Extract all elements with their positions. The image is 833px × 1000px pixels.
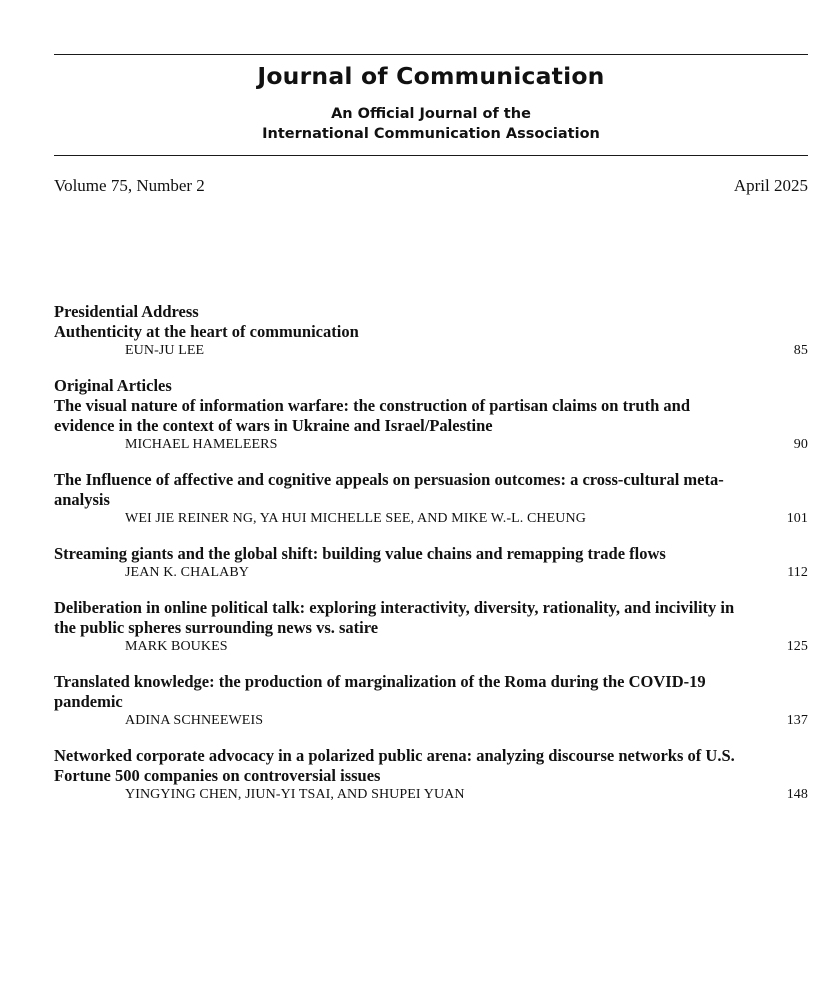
- article-title[interactable]: Networked corporate advocacy in a polarized public arena: analyzing discourse networks of U.S. Fortune 500 companies on controversial issues: [54, 746, 735, 785]
- article-meta: [54, 436, 808, 454]
- journal-title: Journal of Communication: [257, 62, 605, 90]
- section-heading: Presidential Address: [54, 302, 199, 321]
- article-page-number: 90: [793, 437, 808, 452]
- article-page-number: 148: [786, 787, 808, 802]
- article-title[interactable]: The visual nature of information warfare: the construction of partisan claims on truth and evidence in the context of wars in Ukraine and Israel/Palestine: [54, 396, 691, 435]
- article-page-number: 137: [786, 713, 808, 728]
- article-title[interactable]: Deliberation in online political talk: exploring interactivity, diversity, rationality, and incivility in the public spheres surrounding news vs. satire: [54, 598, 735, 637]
- article-page-number: 85: [793, 343, 808, 358]
- journal-subtitle-line2: International Communication Association: [262, 126, 600, 142]
- article-page-number: 101: [786, 511, 808, 526]
- issue-date: April 2025: [733, 176, 808, 195]
- section-presidential-address: [54, 302, 808, 360]
- header-bottom-rule: [54, 155, 808, 156]
- article-authors: WEI JIE REINER NG, YA HUI MICHELLE SEE, AND MIKE W.-L. CHEUNG: [125, 511, 586, 526]
- article-meta: [54, 638, 808, 656]
- toc-entry[interactable]: [54, 672, 808, 730]
- article-meta: [54, 786, 808, 804]
- toc-entry[interactable]: [54, 746, 808, 804]
- issue-volume-number: Volume 75, Number 2: [54, 176, 205, 195]
- article-authors: EUN-JU LEE: [125, 343, 205, 358]
- article-authors: YINGYING CHEN, JIUN-YI TSAI, AND SHUPEI YUAN: [125, 787, 465, 802]
- toc-entry[interactable]: [54, 544, 808, 582]
- article-authors: ADINA SCHNEEWEIS: [125, 713, 264, 728]
- article-title[interactable]: Streaming giants and the global shift: building value chains and remapping trade flows: [54, 544, 666, 563]
- article-meta: [54, 510, 808, 528]
- article-meta: [54, 564, 808, 582]
- toc-entry[interactable]: [54, 470, 808, 528]
- article-title[interactable]: The Influence of affective and cognitive appeals on persuasion outcomes: a cross-cultural meta-analysis: [54, 470, 724, 509]
- toc-entry[interactable]: [54, 396, 808, 454]
- article-title[interactable]: Authenticity at the heart of communication: [54, 322, 359, 341]
- article-title[interactable]: Translated knowledge: the production of marginalization of the Roma during the COVID-19 pandemic: [54, 672, 706, 711]
- toc-entry[interactable]: [54, 598, 808, 656]
- section-heading: Original Articles: [54, 376, 172, 395]
- article-page-number: 125: [786, 639, 808, 654]
- header-top-rule: [54, 54, 808, 55]
- article-authors: MICHAEL HAMELEERS: [125, 437, 278, 452]
- table-of-contents: [54, 302, 808, 804]
- article-meta: [54, 342, 808, 360]
- toc-entry[interactable]: [54, 322, 808, 360]
- section-original-articles: [54, 376, 808, 804]
- article-authors: MARK BOUKES: [125, 639, 228, 654]
- article-meta: [54, 712, 808, 730]
- article-page-number: 112: [787, 565, 808, 580]
- journal-subtitle-line1: An Official Journal of the: [331, 106, 531, 122]
- article-authors: JEAN K. CHALABY: [125, 565, 249, 580]
